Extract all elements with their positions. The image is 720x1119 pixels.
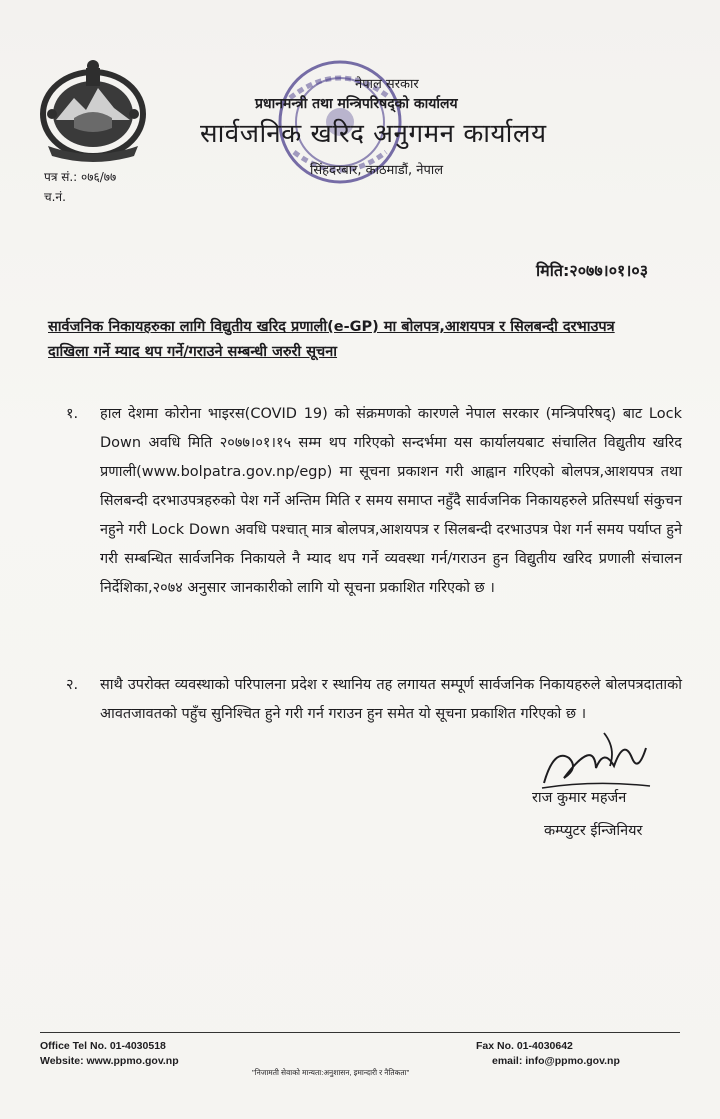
reference-number: पत्र सं.: ०७६/७७	[44, 170, 117, 184]
dispatch-number: च.नं.	[44, 190, 66, 204]
paragraph-2	[66, 671, 682, 729]
government-line: नेपाल सरकार	[355, 77, 419, 92]
subject-heading: सार्वजनिक निकायहरुका लागि विद्युतीय खरिद प्रणाली(e-GP) मा बोलपत्र,आशयपत्र र सिलबन्दी दरभाउपत्र दाखिला गर्ने म्याद थप गर्ने/गराउने सम्बन्धी जरुरी सूचना	[48, 319, 615, 360]
ministry-line: प्रधानमन्त्री तथा मन्त्रिपरिषद्को कार्यालय	[255, 96, 458, 112]
footer-email: email: info@ppmo.gov.np	[492, 1055, 620, 1067]
paragraph-1	[66, 400, 682, 603]
footer-divider	[40, 1032, 680, 1033]
footer-telephone: Office Tel No. 01-4030518	[40, 1040, 166, 1052]
footer-website: Website: www.ppmo.gov.np	[40, 1055, 179, 1067]
paragraph-number: २.	[66, 677, 79, 693]
nepal-emblem-logo	[34, 58, 152, 166]
paragraph-text: साथै उपरोक्त व्यवस्थाको परिपालना प्रदेश र स्थानिय तह लगायत सम्पूर्ण सार्वजनिक निकायहरुले बोलपत्रदाताको आवतजावतको पहुँच सुनिश्चित हुने गरी गर्न गराउन हुन समेत यो सूचना प्रकाशित गरिएको छ ।	[100, 677, 682, 722]
paragraph-number: १.	[66, 406, 79, 422]
signatory-name: राज कुमार महर्जन	[532, 790, 627, 806]
signatory-designation: कम्प्युटर ईन्जिनियर	[544, 823, 643, 839]
footer-fax: Fax No. 01-4030642	[476, 1040, 573, 1052]
office-address: सिंहदरबार, काठमाडौं, नेपाल	[310, 163, 444, 178]
letter-date: मिति:२०७७।०१।०३	[536, 261, 649, 280]
footer-motto: "निजामती सेवाको मान्यता:अनुशासन, इमान्दारी र नैतिकता"	[252, 1068, 410, 1077]
paragraph-text: हाल देशमा कोरोना भाइरस(COVID 19) को संक्रमणको कारणले नेपाल सरकार (मन्त्रिपरिषद्) बाट Lock Down अवधि मिति २०७७।०१।१५ सम्म थप गरिएको सन्दर्भमा यस कार्यालयबाट संचालित विद्युतीय खरिद प्रणाली(www.bolpatra.gov.np/egp) मा सूचना प्रकाशन गरी आह्वान गरिएको बोलपत्र,आशयपत्र तथा सिलबन्दी दरभाउपत्रहरुको पेश गर्ने अन्तिम मिति र समय समाप्त नहुँदै सार्वजनिक निकायहरुले प्रतिस्पर्धा संकुचन नहुने गरी Lock Down अवधि पश्चात् मात्र बोलपत्र,आशयपत्र र सिलबन्दी दरभाउपत्र पेश गर्न समय पर्याप्त हुने गरी सम्बन्धित सार्वजनिक निकायले नै म्याद थप गर्ने व्यवस्था गर्न/गराउन हुन विद्युतीय खरिद प्रणाली संचालन निर्देशिका,२०७४ अनुसार जानकारीको लागि यो सूचना प्रकाशित गरिएको छ ।	[100, 406, 682, 596]
department-name: सार्वजनिक खरिद अनुगमन कार्यालय	[200, 119, 547, 149]
